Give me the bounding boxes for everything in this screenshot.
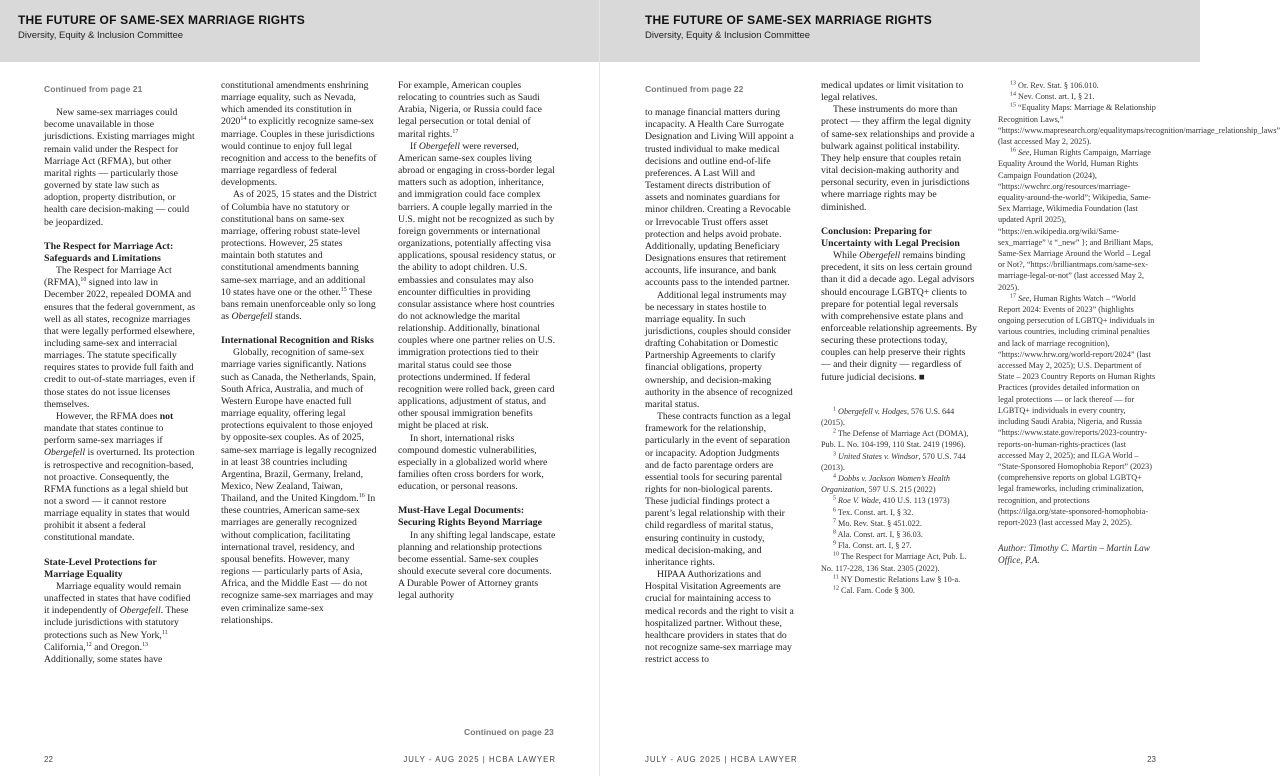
continued-on: Continued on page 23 <box>464 727 554 737</box>
article-title: THE FUTURE OF SAME-SEX MARRIAGE RIGHTS <box>18 13 305 27</box>
header-banner <box>0 0 600 62</box>
footnote: $^{17}$ See, Human Rights Watch – “World Report 2024: Events of 2023” (highlights ongoing persecution of LGBTQ+ individuals in various countries, including criminal penalties and lack of marriage recognition), “https://www.hrw.org/world-report/2024” (last accessed May 2, 2025); U.S. Department of State – 2023 Country Reports on Human Rights Practices (provides detailed information on legal protections — or lack thereof — for LGBTQ+ individuals in every country, including Saudi Arabia, Nigeria, and Russia “https://www.state.gov/reports/2023-country-reports-on-human-rights-practices (last accessed May 2, 2025); and ILGA World – “State-Sponsored Homophobia Report” (2023) (comprehensive reports on global LGBTQ+ legal frameworks, including criminalization, recognition, and protections (https://ilga.org/state-sponsored-homophobia-report-2023 (last accessed May 2, 2025). <box>998 293 1156 527</box>
paragraph: For example, American couples relocating to countries such as Saudi Arabia, Nigeria, or Russia could face legal persecution or total denial of marital rights.$^{17}$ <box>398 80 542 140</box>
footnote: $^7$ Mo. Rev. Stat. § 451.022. <box>833 518 922 528</box>
paragraph: New same-sex marriages could become unavailable in those jurisdictions. Existing marriages might remain valid under the Respect for Marriage Act (RFMA), but other marital rights — particularly those governed by state law such as adoption, property distribution, or health care decision-making — could be jeopardized. <box>44 107 195 228</box>
footnote: $^{10}$ The Respect for Marriage Act, Pub. L. No. 117-228, 136 Stat. 2305 (2022). <box>821 551 967 573</box>
right-column-2 <box>821 80 977 596</box>
paragraph: In short, international risks compound domestic vulnerabilities, especially in a globalized world where families often cross borders for work, education, or personal reasons. <box>398 432 548 493</box>
footnote: $^8$ Ala. Const. art. I, § 36.03. <box>833 529 923 539</box>
left-column-1 <box>44 80 196 666</box>
paragraph: While Obergefell remains binding precedent, it sits on less certain ground than it did a decade ago. Legal advisors should encourage LGBTQ+ clients to prepare for potential legal reversals with comprehensive estate plans and enforceable relationship agreements. By securing these protections today, couples can help preserve their rights — and their dignity — regardless of future judicial decisions. ■ <box>821 250 978 383</box>
footnote: $^{13}$ Or. Rev. Stat. § 106.010. <box>1010 80 1099 90</box>
right-column-1 <box>645 80 795 666</box>
continued-from: Continued from page 21 <box>44 84 143 94</box>
footnote: $^{11}$ NY Domestic Relations Law § 10-a. <box>833 574 961 584</box>
continued-from: Continued from page 22 <box>645 84 744 94</box>
paragraph: If Obergefell were reversed, American same-sex couples living abroad or engaging in cross-border legal matters such as adoption, inheritance, and immigration could face complex barriers. A couple legally married in the U.S. might not be recognized as such by foreign governments or international organizations, potentially affecting visa applications, spousal residency status, or the ability to adopt children. U.S. embassies and consulates may also encounter difficulties in providing consular assistance where host countries do not acknowledge the marital relationship. Additionally, binational couples where one partner relies on U.S. immigration protections tied to their marital status could see those protections undermined. If federal recognition were rolled back, green card applications, adjustment of status, and other spousal immigration benefits might be placed at risk. <box>398 140 556 432</box>
header-banner <box>600 0 1200 62</box>
section-heading: The Respect for Marriage Act: Safeguards and Limitations <box>44 240 174 264</box>
paragraph: medical updates or limit visitation to legal relatives. <box>821 80 964 104</box>
paragraph: However, the RFMA does not mandate that states continue to perform same-sex marriages if Obergefell is overturned. Its protection is retrospective and recognition-based, not proactive. Consequently, the RFMA functions as a legal shield but not a sword — it cannot restore marriage equality in states that would prohibit it absent a federal constitutional mandate. <box>44 410 195 544</box>
paragraph: As of 2025, 15 states and the District of Columbia have no statutory or constitutional bans on same-sex marriage, offering robust state-level protections. However, 25 states maintain both statutes and constitutional amendments banning same-sex marriage, and an additional 10 states have one or the other.$^{15}$ These bans remain unenforceable only so long as Obergefell stands. <box>221 189 377 322</box>
footnote: $^2$ The Defense of Marriage Act (DOMA), Pub. L. No. 104-199, 110 Stat. 2419 (1996). <box>821 428 969 450</box>
right-page <box>600 0 1280 776</box>
section-heading: Conclusion: Preparing for Uncertainty with Legal Precision <box>821 225 960 249</box>
left-column-2 <box>221 80 377 627</box>
left-column-3 <box>398 80 556 603</box>
footnotes <box>998 80 1280 528</box>
paragraph: to manage financial matters during incapacity. A Health Care Surrogate Designation and Living Will appoint a trusted individual to make medical decisions and outline end-of-life preferences. A Last Will and Testament directs distribution of assets and nominates guardians for minor children. Creating a Revocable or Irrevocable Trust offers asset protection and helps avoid probate. Additionally, updating Beneficiary Designations ensures that retirement accounts, life insurance, and bank accounts pass to the intended partner. <box>645 107 794 289</box>
paragraph: Globally, recognition of same-sex marriage varies significantly. Nations such as Canada, the Netherlands, Spain, South Africa, Australia, and much of Western Europe have enacted full marriage equality, offering legal protections equivalent to those enjoyed by opposite-sex couples. As of 2025, same-sex marriage is legally recognized in at least 38 countries including Argentina, Brazil, Germany, Ireland, Mexico, New Zealand, Taiwan, Thailand, and the United Kingdom.$^{16}$ In these countries, American same-sex marriages are generally recognized without complication, facilitating international travel, residency, and spousal benefits. However, many regions — particularly parts of Asia, Africa, and the Middle East — do not recognize same-sex marriages and may even criminalize same-sex relationships. <box>221 347 377 626</box>
footnote: $^1$ Obergefell v. Hodges, 576 U.S. 644 (2015). <box>821 406 955 427</box>
footnote: $^5$ Roe V. Wade, 410 U.S. 113 (1973) <box>833 495 950 506</box>
paragraph: Marriage equality would remain unaffected in states that have codified it independently of Obergefell. These include jurisdictions with statutory protections such as New York,$^{11}$ California,$^{12}$ and Oregon.$^{13}$ Additionally, some states have <box>44 580 191 665</box>
page-number: 23 <box>1147 755 1156 764</box>
footnote: $^3$ United States v. Windsor, 570 U.S. 744 (2013). <box>821 450 966 472</box>
left-page <box>0 0 600 776</box>
footnote: $^6$ Tex. Const. art. I, § 32. <box>833 506 914 517</box>
section-heading: Must-Have Legal Documents: Securing Rights Beyond Marriage <box>398 505 543 529</box>
footnote: $^{16}$ See, Human Rights Campaign, Marriage Equality Around the World, Human Rights Campaign Foundation (2024), “https://wwchrc.org/resources/marriage-equality-around-the-world”; Wikipedia, Same-Sex Marriage, Wikimedia Foundation (last updated April 2025), “https://en.wikipedia.org/wiki/Same-sex_marriage” \t “_new” }; and Brilliant Maps, Same-Sex Marriage Around the World – Legal or Not?, “https://brilliantmaps.com/same-sex-marriage-legal-or-not” (last accessed May 2, 2025). <box>998 147 1154 292</box>
section-heading: International Recognition and Risks <box>221 335 374 347</box>
paragraph: These contracts function as a legal framework for the relationship, particularly in the event of separation or incapacity. Adoption Judgments and de facto parentage orders are essential tools for securing parental rights for non-biological parents. These judicial findings protect a parent’s legal relationship with their child regardless of marital status, ensuring continuity in custody, medical decision-making, and inheritance rights. <box>645 411 791 568</box>
footnotes <box>821 406 977 596</box>
page-footer: JULY - AUG 2025 | HCBA LAWYER <box>403 755 556 764</box>
committee-name: Diversity, Equity & Inclusion Committee <box>18 30 184 41</box>
paragraph: Additional legal instruments may be necessary in states hostile to marriage equality. In such jurisdictions, couples should consider drafting Cohabitation or Domestic Partnership Agreements to clarify financial obligations, property ownership, and decision-making authority in the absence of recognized marital status. <box>645 289 793 410</box>
footnote: $^{12}$ Cal. Fam. Code § 300. <box>833 585 915 595</box>
page-footer: JULY - AUG 2025 | HCBA LAWYER <box>645 755 798 764</box>
author-credit: Author: Timothy C. Martin – Martin Law Office, P.A. <box>998 543 1150 566</box>
right-column-3 <box>998 80 1280 566</box>
paragraph: In any shifting legal landscape, estate planning and relationship protections become essential. Same-sex couples should execute several core documents. A Durable Power of Attorney grants legal authority <box>398 529 556 602</box>
footnote: $^{15}$ “Equality Maps: Marriage & Relationship Recognition Laws,” “https://www.mapresearch.org/equalitymaps/recognition/marriage_relationship_laws” (last accessed May 2, 2025). <box>998 102 1280 147</box>
footnote: $^9$ Fla. Const. art. I, § 27. <box>833 540 912 551</box>
article-title: THE FUTURE OF SAME-SEX MARRIAGE RIGHTS <box>645 13 932 27</box>
footnote: $^{14}$ Nev. Const. art. I, § 21. <box>1010 91 1095 102</box>
paragraph: HIPAA Authorizations and Hospital Visitation Agreements are crucial for maintaining access to medical records and the right to visit a hospitalized partner. Without these, healthcare providers in states that do not recognize same-sex marriage may restrict access to <box>645 569 794 666</box>
paragraph: These instruments do more than protect — they affirm the legal dignity of same-sex relationships and provide a bulwark against political instability. They help ensure that couples retain vital decision-making authority and personal security, even in jurisdictions where marriage rights may be diminished. <box>821 104 975 213</box>
footnote: $^4$ Dobbs v. Jackson Women’s Health Organization, 597 U.S. 215 (2022) <box>821 473 950 495</box>
committee-name: Diversity, Equity & Inclusion Committee <box>645 30 811 41</box>
paragraph: constitutional amendments enshrining marriage equality, such as Nevada, which amended its constitution in 2020$^{14}$ to explicitly recognize same-sex marriage. Couples in these jurisdictions would continue to enjoy full legal recognition and access to the benefits of marriage regardless of federal developments. <box>221 80 377 189</box>
paragraph: The Respect for Marriage Act (RFMA),$^{10}$ signed into law in December 2022, repealed DOMA and ensures that the federal government, as well as all states, recognize marriages that were legally performed elsewhere, including same-sex and interracial marriages. The statute specifically requires states to provide full faith and credit to out-of-state marriages, even if those states do not issue licenses themselves. <box>44 265 196 410</box>
section-heading: State-Level Protections for Marriage Equality <box>44 556 157 580</box>
page-number: 22 <box>44 755 53 764</box>
